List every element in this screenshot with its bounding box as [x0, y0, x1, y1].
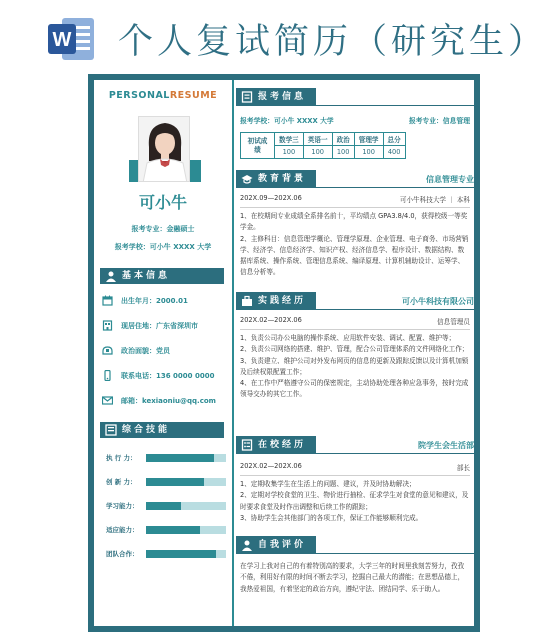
education-meta	[240, 194, 470, 206]
location-icon	[102, 320, 113, 331]
info-birth-text: 出生年月：2000.01	[121, 297, 188, 305]
self-eval-text: 在学习上我对自己的有着特别高的要求，大学三年的时间里我刻苦努力，孜孜不倦，利用好有限的时间不断去学习，挖掘自己最大的潜能；在思想品德上，我热爱祖国，有着坚定的政治方向，遵纪守法、团结同学、乐于助人。	[240, 562, 465, 593]
exam-school: 报考学校：可小牛 XXXX 大学	[240, 117, 334, 125]
info-phone-text: 联系电话：136 0000 0000	[121, 372, 215, 380]
campus-role: 部长	[456, 464, 470, 472]
exam-info-header	[236, 88, 474, 106]
divider	[316, 453, 474, 454]
self-eval-title: 自我评价	[258, 540, 307, 550]
basic-info-title: 基本信息	[122, 271, 171, 281]
practice-company: 可小牛科技有限公司	[402, 297, 474, 306]
subject-header: 英语一	[303, 133, 332, 146]
divider	[240, 475, 470, 476]
education-major: 信息管理专业	[426, 175, 474, 184]
graduation-cap-icon	[241, 173, 253, 185]
mail-icon	[102, 395, 113, 406]
left-column	[94, 80, 234, 626]
info-politics-text: 政治面貌：党员	[121, 347, 170, 355]
practice-title: 实践经历	[258, 296, 307, 306]
practice-role: 信息管理员	[437, 318, 470, 326]
document-header	[0, 0, 560, 74]
divider	[316, 309, 474, 310]
campus-header	[236, 436, 474, 454]
divider	[240, 207, 470, 208]
skill-row	[100, 500, 230, 512]
education-title: 教育背景	[258, 174, 307, 184]
practice-meta	[240, 316, 470, 328]
exam-major: 报考专业：信息管理	[408, 117, 470, 125]
skill-label: 适应能力：	[106, 526, 139, 534]
skill-bar-fill	[146, 502, 181, 510]
skill-bar-fill	[146, 526, 200, 534]
brand-personal: PERSONAL	[108, 90, 170, 101]
info-residence	[100, 319, 232, 333]
skill-row	[100, 548, 230, 560]
skills-title: 综合技能	[122, 425, 171, 435]
skill-bar-track	[146, 526, 226, 534]
skill-bar-fill	[146, 454, 214, 462]
exam-score-table	[240, 132, 406, 159]
info-phone	[100, 369, 232, 383]
divider	[240, 329, 470, 330]
score-row-label: 初试成绩	[241, 133, 275, 159]
skill-label: 学习能力：	[106, 502, 139, 510]
practice-details: 1、负责公司办公电脑的操作系统、应用软件安装、调试、配置、维护等； 2、负责公司网络的搭建、维护、管理，配合公司管理体系的文件网络化工作； 3、负责建立、维护公司对外发布网页的信息的更新及跟踪反馈以及计算机加锁及后续权限配置工作； 4、在工作中严格遵守公司的保密规定，主动协助处理各种应急事务，按时完成领导交办的其它工作。	[240, 334, 469, 399]
skill-label: 创 新 力：	[106, 478, 137, 486]
subject-header: 管理学	[354, 133, 383, 146]
subject-header: 数学三	[275, 133, 304, 146]
education-details: 1、在校期间专业成绩全系排名前十，平均绩点 GPA3.8/4.0，获得校级一等奖学金。 2、主修科目：信息管理学概论、管理学原理、企业管理、电子商务、市场营销学、经济学、信息经济学、知识产权、经济信息学、程序设计、数据结构、数据库系统、操作系统、管理信息系统、编译原理、计算机辅助设计、运筹学、信息分析等。	[240, 212, 469, 277]
skill-bar-track	[146, 454, 226, 462]
book-icon	[105, 424, 117, 436]
campus-title-box	[236, 436, 316, 454]
campus-org: 院学生会生活部	[418, 441, 474, 450]
skills-header	[100, 422, 224, 438]
profile-photo	[138, 116, 190, 182]
practice-title-box	[236, 292, 316, 310]
info-email	[100, 394, 232, 408]
person-icon	[105, 270, 117, 282]
info-email-text: 邮箱：kexiaoniu@qq.com	[121, 397, 216, 405]
exam-info-title: 报考信息	[258, 92, 307, 102]
subject-header: 政治	[332, 133, 354, 146]
divider	[316, 553, 474, 554]
brand-label	[94, 90, 232, 101]
target-school: 报考学校：可小牛 XXXX 大学	[114, 243, 212, 251]
info-birth	[100, 294, 232, 308]
candidate-name: 可小牛	[138, 193, 187, 212]
basic-info-header	[100, 268, 224, 284]
score-cell: 100	[354, 146, 383, 159]
politics-icon	[102, 345, 113, 356]
right-column	[236, 80, 474, 626]
self-eval-title-box	[236, 536, 316, 554]
list-icon	[241, 439, 253, 451]
divider	[316, 187, 474, 188]
person-icon	[241, 539, 253, 551]
score-cell: 400	[383, 146, 405, 159]
skill-label: 团队合作：	[106, 550, 139, 558]
document-icon	[241, 91, 253, 103]
info-residence-text: 现居住地：广东省深圳市	[121, 322, 198, 330]
subject-header: 总分	[383, 133, 405, 146]
skill-bar-track	[146, 502, 226, 510]
page-title: 个人复试简历（研究生）	[118, 22, 548, 62]
education-period: 202X.09—202X.06	[240, 194, 302, 202]
self-eval-header	[236, 536, 474, 554]
skill-bar-track	[146, 550, 226, 558]
campus-details: 1、定期收集学生在生活上的问题、建议，并及时协助解决； 2、定期对学校食堂的卫生、物价进行抽检、征求学生对食堂的意见和建议，及时要求食堂及时作出调整和后续工作的跟踪； 3、协助学生会其他部门的各项工作，保证工作能够顺利完成。	[240, 480, 469, 522]
skill-bar-track	[146, 478, 226, 486]
target-major: 报考专业：金融硕士	[131, 225, 195, 233]
skill-label: 执 行 力：	[106, 454, 137, 462]
briefcase-icon	[241, 295, 253, 307]
education-header	[236, 170, 474, 188]
score-cell: 100	[275, 146, 304, 159]
resume-page	[88, 74, 480, 632]
word-app-icon	[48, 16, 96, 62]
phone-icon	[102, 370, 113, 381]
info-politics	[100, 344, 232, 358]
divider	[316, 105, 474, 106]
exam-info-title-box	[236, 88, 316, 106]
practice-period: 202X.02—202X.06	[240, 316, 302, 324]
skill-row	[100, 476, 230, 488]
skill-row	[100, 524, 230, 536]
calendar-icon	[102, 295, 113, 306]
campus-meta	[240, 462, 470, 474]
education-title-box	[236, 170, 316, 188]
word-logo-letter: W	[52, 29, 72, 51]
score-cell: 100	[303, 146, 332, 159]
skill-bar-fill	[146, 550, 216, 558]
skill-row	[100, 452, 230, 464]
campus-period: 202X.02—202X.06	[240, 462, 302, 470]
education-school: 可小牛科技大学 ｜ 本科	[399, 196, 470, 204]
practice-header	[236, 292, 474, 310]
brand-resume: RESUME	[169, 90, 218, 101]
campus-title: 在校经历	[258, 440, 307, 450]
score-cell: 100	[332, 146, 354, 159]
skill-bar-fill	[146, 478, 204, 486]
